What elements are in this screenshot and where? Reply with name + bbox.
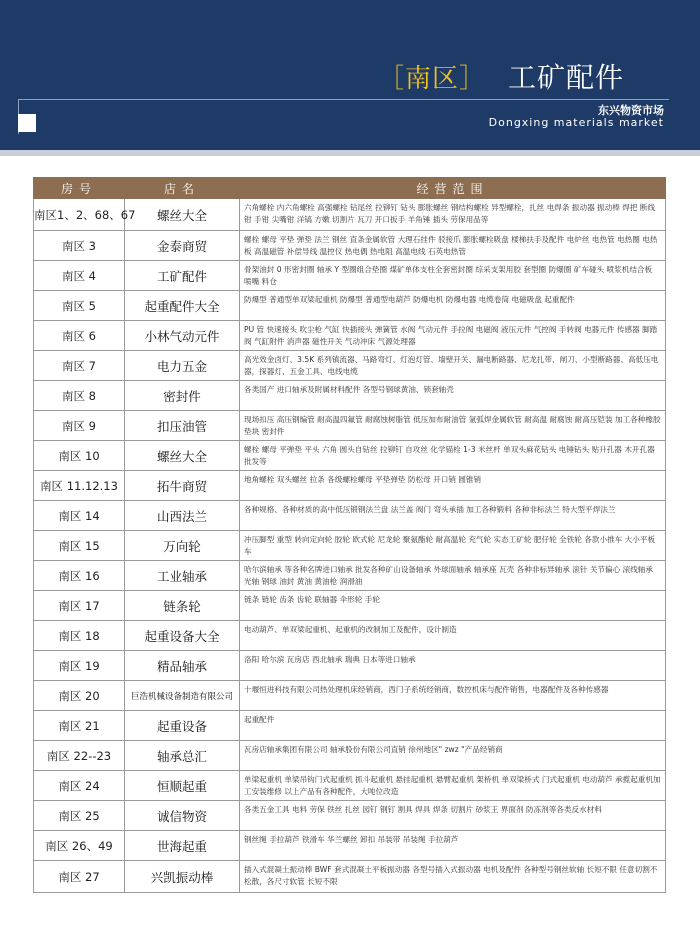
shop-name: 轴承总汇	[125, 741, 240, 771]
header-room: 房号	[34, 178, 125, 199]
market-name-cn: 东兴物资市场	[598, 104, 664, 117]
room-number: 南区 6	[34, 321, 125, 351]
header-square-decoration	[18, 114, 36, 132]
header-scope: 经营范围	[240, 178, 666, 199]
room-number: 南区 21	[34, 711, 125, 741]
business-scope: 洛阳 哈尔滨 瓦房店 西北轴承 瑞典 日本等进口轴承	[240, 651, 666, 681]
shop-name: 工业轴承	[125, 561, 240, 591]
shop-name: 拓牛商贸	[125, 471, 240, 501]
table-row	[34, 501, 666, 531]
table-row	[34, 291, 666, 321]
shop-name: 诚信物资	[125, 801, 240, 831]
table-row	[34, 621, 666, 651]
room-number: 南区 8	[34, 381, 125, 411]
table-row	[34, 711, 666, 741]
business-scope: 螺栓 螺母 平弹垫 平头 六角 圆头自钻丝 拉铆钉 自攻丝 化学锚栓 1-3 米丝杆 单双头麻花钻头 电锤钻头 贴升孔器 木开孔器 批发等	[240, 441, 666, 471]
table-header-row	[34, 178, 666, 199]
table-row	[34, 199, 666, 231]
business-scope: 单梁起重机 单梁吊钩门式起重机 抓斗起重机 悬挂起重机 悬臂起重机 架桥机 单双梁桥式 门式起重机 电动葫芦 承揽起重机加工安装维修 以上产品有各种配件，大吨位改造	[240, 771, 666, 801]
room-number: 南区 15	[34, 531, 125, 561]
table-row	[34, 471, 666, 501]
business-scope: 地角螺栓 双头螺丝 拉条 各级螺栓螺母 平垫弹垫 防松母 开口销 圆锥销	[240, 471, 666, 501]
table-row	[34, 231, 666, 261]
business-scope: PU 管 快速接头 吹尘枪 气缸 快插接头 弹簧管 水阀 气动元件 手拉阀 电磁阀 液压元件 气控阀 手转阀 电器元件 传感器 脚踏阀 气缸附件 消声器 磁性开关 气动冲床 气源处理器	[240, 321, 666, 351]
business-scope: 各类国产 进口轴承及附属材料配件 各型号钢球黄油、锁套轴壳	[240, 381, 666, 411]
shop-name: 起重配件大全	[125, 291, 240, 321]
business-scope: 骨架油封 0 形密封圈 轴承 Y 型圈组合垫圈 煤矿单体支柱全套密封圈 综采支架用胶 套型圈 防爆圈 矿车碰头 喷浆机结合板 喷嘴 料仓	[240, 261, 666, 291]
shop-name: 工矿配件	[125, 261, 240, 291]
business-scope: 防爆型 普通型单双梁起重机 防爆型 普通型电葫芦 防爆电机 防爆电器 电缆卷筒 电磁吸盘 起重配件	[240, 291, 666, 321]
shop-name: 密封件	[125, 381, 240, 411]
page-title	[378, 56, 624, 96]
category-title: 工矿配件	[508, 61, 625, 94]
room-number: 南区 10	[34, 441, 125, 471]
shop-name: 螺丝大全	[125, 199, 240, 231]
market-name-en: Dongxing materials market	[488, 116, 664, 129]
shop-name: 扣压油管	[125, 411, 240, 441]
room-number: 南区 19	[34, 651, 125, 681]
room-number: 南区 22--23	[34, 741, 125, 771]
business-scope: 各种规格、各种材质的高中低压锻钢法兰盘 法兰盖 阀门 弯头承插 加工各种锻料 各种非标法兰 特大型平焊法兰	[240, 501, 666, 531]
table-row	[34, 831, 666, 861]
business-scope: 哈尔滨轴承 等各种名牌进口轴承 批发各种矿山设备轴承 外球面轴承 轴承座 瓦壳 各种非标异轴承 滚针 关节偏心 滚线轴承 光轴 钢球 油封 黄油 黄油枪 润滑油	[240, 561, 666, 591]
table-row	[34, 861, 666, 893]
room-number: 南区1、2、68、67	[34, 199, 125, 231]
table-row	[34, 681, 666, 711]
room-number: 南区 17	[34, 591, 125, 621]
business-scope: 现场扣压 高压钢编管 耐高温四氟管 耐腐蚀树脂管 低压加布耐油管 氩弧焊金属软管 耐高温 耐腐蚀 耐高压铠装 加工各种橡胶垫块 密封件	[240, 411, 666, 441]
business-scope: 电动葫芦、单双梁起重机、起重机的改制加工及配件，设计制造	[240, 621, 666, 651]
table-row	[34, 261, 666, 291]
business-scope: 十堰恒进科技有限公司热处理机床经销商，西门子系统经销商，数控机床与配件销售，电器配件及各种传感器	[240, 681, 666, 711]
table-row	[34, 351, 666, 381]
room-number: 南区 25	[34, 801, 125, 831]
table-row	[34, 441, 666, 471]
table-row	[34, 321, 666, 351]
table-row	[34, 561, 666, 591]
room-number: 南区 7	[34, 351, 125, 381]
business-scope: 六角螺栓 内六角螺栓 高强螺栓 钻尾丝 拉铆钉 钻头 膨胀螺丝 钢结构螺栓 异型螺栓，扎丝 电焊条 振动器 振动棒 焊把 断线钳 手钳 尖嘴钳 洋镐 方嫩 切割片 瓦刀 开口扳手 羊角锤 插头 劳保用品等	[240, 199, 666, 231]
business-scope: 插入式混凝土振动棒 BWF 套式混凝土平板振动器 各型号插入式振动器 电机及配件 各种型号钢丝软轴 长短不限 任意切割不松散，各尺寸软管 长短不限	[240, 861, 666, 893]
table-row	[34, 651, 666, 681]
shop-name: 精品轴承	[125, 651, 240, 681]
room-number: 南区 18	[34, 621, 125, 651]
business-scope: 钢丝绳 手拉葫芦 铁滑车 华兰螺丝 卸扣 吊装带 吊装绳 手拉葫芦	[240, 831, 666, 861]
shop-name: 兴凯振动棒	[125, 861, 240, 893]
shop-name: 万向轮	[125, 531, 240, 561]
room-number: 南区 26、49	[34, 831, 125, 861]
table-row	[34, 531, 666, 561]
room-number: 南区 4	[34, 261, 125, 291]
table-row	[34, 741, 666, 771]
business-scope: 高光效金卤灯、3.5K 系列镇流器、马路弯灯、灯泡灯管、墙壁开关、漏电断路器、尼龙扎带、闸刀、小型断路器、高低压电器，探器灯、五金工具、电线电缆	[240, 351, 666, 381]
room-number: 南区 9	[34, 411, 125, 441]
header-shop: 店名	[125, 178, 240, 199]
shop-name: 起重设备	[125, 711, 240, 741]
shop-name: 螺丝大全	[125, 441, 240, 471]
shop-name: 起重设备大全	[125, 621, 240, 651]
zone-label: ［南区］	[378, 64, 487, 94]
shop-name: 巨浩机械设备制造有限公司	[125, 681, 240, 711]
table-row	[34, 771, 666, 801]
business-scope: 冲压脚型 重型 转向定向轮 胶轮 欧式轮 尼龙轮 聚氨酯轮 耐高温轮 充气轮 实态工矿轮 肥仔轮 全铁轮 各款小推车 大小平板车	[240, 531, 666, 561]
room-number: 南区 3	[34, 231, 125, 261]
room-number: 南区 27	[34, 861, 125, 893]
shop-name: 恒顺起重	[125, 771, 240, 801]
business-scope: 各类五金工具 电料 劳保 铁丝 扎丝 园钉 钢钉 割具 焊具 焊条 切割片 砂浆王 界面剂 防冻剂等各类反水材料	[240, 801, 666, 831]
table-row	[34, 381, 666, 411]
room-number: 南区 5	[34, 291, 125, 321]
page-header	[0, 0, 700, 150]
table-row	[34, 591, 666, 621]
header-stripe	[0, 150, 700, 156]
business-scope: 螺栓 螺母 平垫 弹垫 法兰 钢丝 直条金属软管 大理石挂件 驳接爪 膨胀螺栓吸盘 楼梯扶手及配件 电炉丝 电热管 电热圈 电热板 高温磁管 补偿导线 温控仪 热电偶 热电阻 高温电线 石英电热管	[240, 231, 666, 261]
business-scope: 起重配件	[240, 711, 666, 741]
business-scope: 瓦房店轴承集团有限公司 轴承股份有限公司直销 徐州地区" zwz "产品经销商	[240, 741, 666, 771]
shop-name: 山西法兰	[125, 501, 240, 531]
shop-name: 电力五金	[125, 351, 240, 381]
room-number: 南区 24	[34, 771, 125, 801]
shop-name: 链条轮	[125, 591, 240, 621]
room-number: 南区 14	[34, 501, 125, 531]
shop-name: 小林气动元件	[125, 321, 240, 351]
room-number: 南区 20	[34, 681, 125, 711]
business-scope: 链条 链轮 齿条 齿轮 联轴器 伞形轮 手轮	[240, 591, 666, 621]
room-number: 南区 16	[34, 561, 125, 591]
shop-name: 世海起重	[125, 831, 240, 861]
table-row	[34, 801, 666, 831]
shop-directory-table	[33, 177, 666, 893]
room-number: 南区 11.12.13	[34, 471, 125, 501]
table-row	[34, 411, 666, 441]
shop-name: 金泰商贸	[125, 231, 240, 261]
